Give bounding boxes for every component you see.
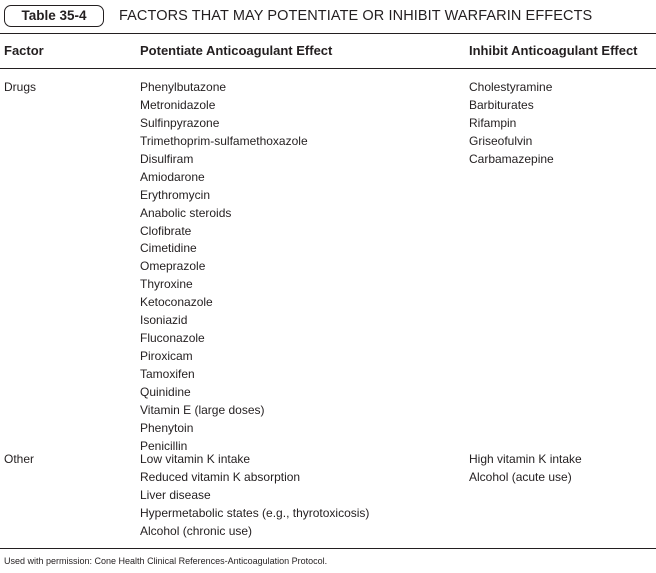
list-item: Penicillin — [140, 438, 188, 453]
table-footnote: Used with permission: Cone Health Clinical References-Anticoagulation Protocol. — [4, 556, 328, 566]
column-header-potentiate: Potentiate Anticoagulant Effect — [140, 43, 333, 58]
list-item: Quinidine — [140, 384, 191, 399]
list-item: Reduced vitamin K absorption — [140, 469, 301, 484]
list-item: Hypermetabolic states (e.g., thyrotoxicosis) — [140, 505, 370, 520]
table-title-row — [4, 5, 652, 29]
list-item: Clofibrate — [140, 223, 192, 238]
list-item: Anabolic steroids — [140, 205, 232, 220]
top-rule — [0, 33, 656, 34]
list-item: Sulfinpyrazone — [140, 115, 220, 130]
list-item: Disulfiram — [140, 151, 194, 166]
list-item: Alcohol (chronic use) — [140, 523, 253, 538]
list-item: Thyroxine — [140, 277, 193, 292]
factor-cell: Drugs — [4, 80, 37, 94]
list-item: Omeprazole — [140, 259, 206, 274]
list-item: Alcohol (acute use) — [469, 469, 572, 484]
list-item: Fluconazole — [140, 331, 205, 346]
potentiate-cell-drugs — [140, 79, 308, 456]
table-row-drugs — [4, 79, 36, 97]
list-item: Trimethoprim-sulfamethoxazole — [140, 133, 308, 148]
bottom-rule — [0, 548, 656, 549]
list-item: Cholestyramine — [469, 80, 553, 94]
column-header-inhibit: Inhibit Anticoagulant Effect — [469, 43, 638, 58]
list-item: Rifampin — [469, 115, 517, 130]
list-item: Griseofulvin — [469, 133, 533, 148]
table-row-other — [4, 451, 34, 469]
inhibit-list-drugs — [469, 79, 554, 169]
list-item: Carbamazepine — [469, 151, 554, 166]
list-item: Phenytoin — [140, 420, 194, 435]
list-item: Barbiturates — [469, 97, 534, 112]
potentiate-cell-other — [140, 451, 369, 541]
inhibit-cell-other — [469, 451, 582, 487]
column-header-factor: Factor — [4, 43, 44, 58]
inhibit-cell-drugs — [469, 79, 554, 169]
list-item: Metronidazole — [140, 97, 216, 112]
list-item: Piroxicam — [140, 349, 193, 364]
potentiate-list-other — [140, 451, 369, 541]
list-item: Liver disease — [140, 487, 211, 502]
list-item: Phenylbutazone — [140, 80, 227, 94]
list-item: Ketoconazole — [140, 295, 213, 310]
table-title: FACTORS THAT MAY POTENTIATE OR INHIBIT WARFARIN EFFECTS — [119, 8, 593, 24]
list-item: Cimetidine — [140, 241, 197, 256]
list-item: Isoniazid — [140, 313, 188, 328]
header-rule — [0, 68, 656, 69]
list-item: Amiodarone — [140, 169, 205, 184]
inhibit-list-other — [469, 451, 582, 487]
list-item: Erythromycin — [140, 187, 211, 202]
list-item: Tamoxifen — [140, 367, 195, 381]
table-number-label: Table 35-4 — [4, 5, 104, 27]
potentiate-list-drugs — [140, 79, 308, 456]
list-item: Vitamin E (large doses) — [140, 402, 265, 417]
list-item: High vitamin K intake — [469, 452, 582, 466]
factor-cell: Other — [4, 452, 35, 466]
list-item: Low vitamin K intake — [140, 452, 251, 466]
